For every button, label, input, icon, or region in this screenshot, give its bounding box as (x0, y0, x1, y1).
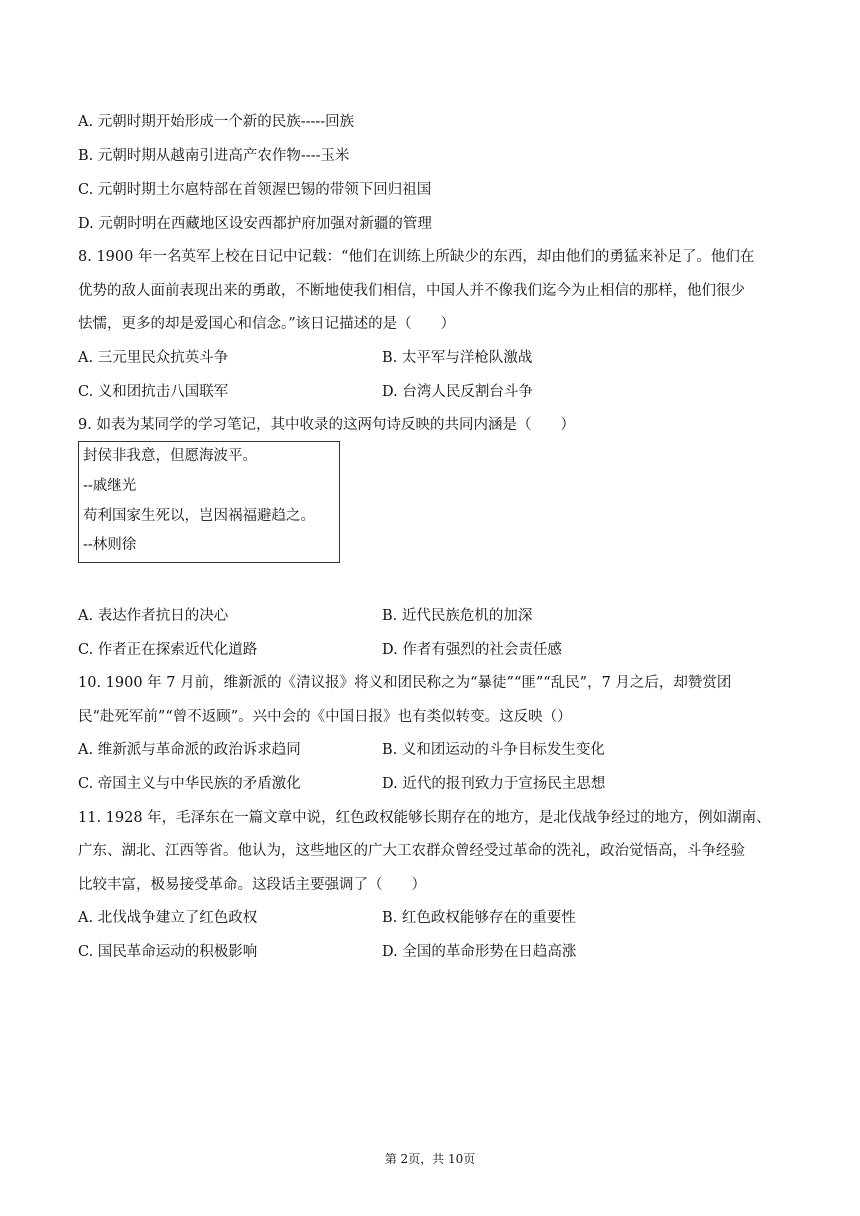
q11-option-a: A. 北伐战争建立了红色政权 (78, 910, 258, 926)
q8-option-b: B. 太平军与洋枪队激战 (382, 350, 533, 366)
q11-option-d: D. 全国的革命形势在日趋高涨 (382, 944, 577, 960)
q11-stem-line-3: 比较丰富，极易接受革命。这段话主要强调了（ ） (78, 877, 426, 893)
q11-stem-line-1: 11. 1928 年，毛泽东在一篇文章中说，红色政权能够长期存在的地方，是北伐战争经过的地方，例如湖南、 (78, 810, 771, 826)
q11-stem-line-2: 广东、湖北、江西等省。他认为，这些地区的广大工农群众曾经受过革命的洗礼，政治觉悟高，斗争经验 (78, 843, 745, 859)
q9-poem-2: 苟利国家生死以，岂因祸福避趋之。 (83, 508, 315, 524)
q9-poem-1: 封侯非我意，但愿海波平。 (83, 448, 257, 464)
q8-stem-line-2: 优势的敌人面前表现出来的勇敢，不断地使我们相信，中国人并不像我们迄今为止相信的那样，他们很少 (78, 283, 745, 299)
q10-option-b: B. 义和团运动的斗争目标发生变化 (382, 742, 605, 758)
q7-option-b: B. 元朝时期从越南引进高产农作物----玉米 (78, 148, 350, 164)
q10-option-a: A. 维新派与革命派的政治诉求趋同 (78, 742, 301, 758)
q10-option-c: C. 帝国主义与中华民族的矛盾激化 (78, 776, 301, 792)
q9-poem-1-author: --戚继光 (83, 478, 137, 494)
q9-option-a: A. 表达作者抗日的决心 (78, 608, 229, 624)
q9-option-c: C. 作者正在探索近代化道路 (78, 642, 258, 658)
q9-option-b: B. 近代民族危机的加深 (382, 608, 533, 624)
q9-stem: 9. 如表为某同学的学习笔记，其中收录的这两句诗反映的共同内涵是（ ） (78, 417, 575, 433)
q11-option-c: C. 国民革命运动的积极影响 (78, 944, 258, 960)
q7-option-c: C. 元朝时期土尔扈特部在首领渥巴锡的带领下回归祖国 (78, 182, 432, 198)
q8-stem-line-3: 怯懦，更多的却是爱国心和信念。”该日记描述的是（ ） (78, 316, 456, 332)
q10-stem-line-2: 民“赴死军前”“曾不返顾”。兴中会的《中国日报》也有类似转变。这反映（） (78, 709, 572, 725)
q10-option-d: D. 近代的报刊致力于宣扬民主思想 (382, 776, 606, 792)
q8-option-d: D. 台湾人民反割台斗争 (382, 384, 533, 400)
q8-option-c: C. 义和团抗击八国联军 (78, 384, 229, 400)
q9-poem-2-author: --林则徐 (83, 537, 137, 553)
q10-stem-line-1: 10. 1900 年 7 月前，维新派的《清议报》将义和团民称之为“暴徒”“匪”“乱民”，7 月之后，却赞赏团 (78, 675, 732, 691)
q8-stem-line-1: 8. 1900 年一名英军上校在日记中记载：“他们在训练上所缺少的东西，却由他们的勇猛来补足了。他们在 (78, 249, 755, 265)
page-number-footer: 第 2页，共 10页 (384, 1152, 476, 1166)
q9-option-d: D. 作者有强烈的社会责任感 (382, 642, 562, 658)
q9-notes-box (78, 441, 340, 563)
q8-option-a: A. 三元里民众抗英斗争 (78, 350, 229, 366)
q7-option-d: D. 元朝时明在西藏地区设安西都护府加强对新疆的管理 (78, 216, 432, 232)
q11-option-b: B. 红色政权能够存在的重要性 (382, 910, 576, 926)
q7-option-a: A. 元朝时期开始形成一个新的民族-----回族 (78, 114, 355, 130)
